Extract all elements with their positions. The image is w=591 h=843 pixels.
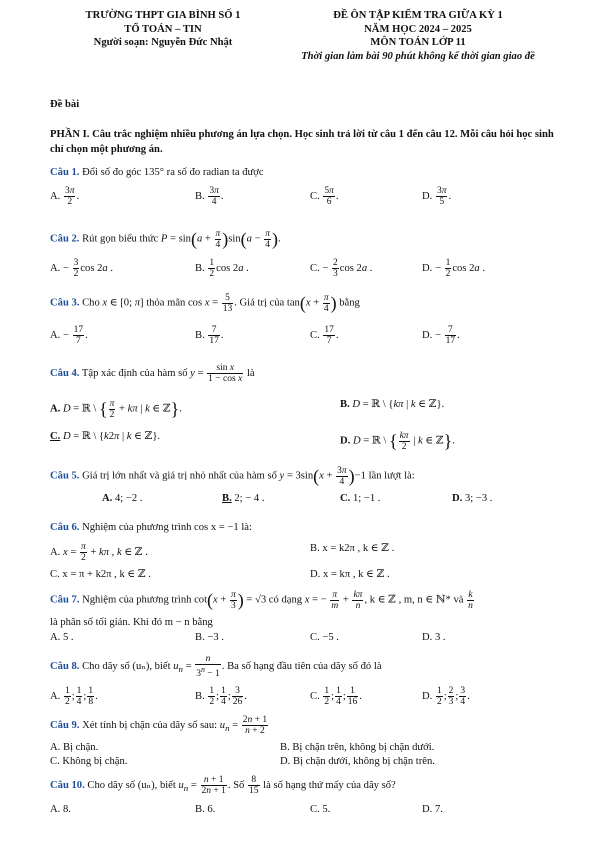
option-d[interactable]: D. Bị chặn dưới, không bị chặn trên. (280, 756, 435, 767)
question-number: Câu 7. (50, 594, 80, 606)
option-b[interactable]: B. $\frac{1}{2}$ cos 2a . (195, 258, 249, 279)
option-d[interactable]: D. − $\frac{1}{2}$ cos 2a . (422, 258, 486, 279)
option-c[interactable]: C. D = ℝ \ {k2π | k ∈ ℤ}. (50, 431, 161, 442)
option-d[interactable]: D. $\frac{1}{2}$ ; $\frac{2}{3}$ ; $\frac{3}{4}$ . (422, 686, 470, 707)
question-9: Câu 9. Xét tính bị chặn của dãy số sau: $u_n$ = $\frac{2n + 1}{n + 2}$ (50, 715, 268, 736)
option-d[interactable]: D. x = kπ , k ∈ ℤ . (310, 569, 390, 580)
question-number: Câu 8. (50, 661, 80, 673)
option-b[interactable]: B. Bị chặn trên, không bị chặn dưới. (280, 742, 435, 753)
exam-header (268, 9, 568, 63)
question-number: Câu 2. (50, 233, 80, 245)
time-note: Thời gian làm bài 90 phút không kể thời gian giao đề (301, 50, 535, 62)
question-7: Câu 7. Nghiệm của phương trình cot(x + $\frac{\pi}{3}$ ) = √3 có dạng x = − $\frac{\pi}{m}$ + $\frac{k\pi}{n}$ , k ∈ ℤ , m, n ∈ ℕ* và $\frac{k}{n}$ (50, 589, 473, 611)
option-a[interactable]: A. Bị chặn. (50, 742, 99, 753)
school-name: TRƯỜNG THPT GIA BÌNH SỐ 1 (85, 10, 241, 21)
question-1 (50, 166, 560, 188)
question-number: Câu 1. (50, 167, 80, 178)
part-one-instructions: PHẦN I. Câu trắc nghiệm nhiều phương án lựa chọn. Học sinh trả lời từ câu 1 đến câu 12. Mỗi câu hỏi học sinh chỉ chọn một phương án. (50, 129, 554, 155)
question-3: Câu 3. Cho x ∈ [0; π] thỏa mãn cos x = $\frac{5}{13}$ . Giá trị của tan(x + $\frac{\pi}{4}$ ) bằng (50, 292, 360, 314)
option-a[interactable]: A. $\frac{1}{2}$ ; $\frac{1}{4}$ ; $\frac{1}{8}$ . (50, 686, 98, 707)
option-b[interactable]: B. 2; − 4 . (222, 493, 265, 504)
option-a[interactable]: A. 8. (50, 804, 71, 815)
question-6 (50, 521, 560, 543)
question-6-options-cd (50, 568, 560, 590)
option-c[interactable]: C. − $\frac{2}{3}$ cos 2a . (310, 258, 373, 279)
question-4: Câu 4. Tập xác định của hàm số y = $\frac{\text{sin x}}{\text{1 − cos x}}$ là (50, 363, 255, 384)
option-b[interactable]: B. $\frac{3\pi}{4}$ . (195, 186, 224, 207)
question-1-options (50, 186, 560, 208)
question-8-options (50, 686, 560, 708)
question-text: Đổi số đo góc 135° ra số đo radian ta được (82, 167, 264, 178)
option-c[interactable]: C. 5. (310, 804, 331, 815)
option-c[interactable]: C. Không bị chặn. (50, 756, 128, 767)
option-a[interactable]: A. x = $\frac{\pi}{2}$ + kπ , k ∈ ℤ . (50, 542, 148, 563)
question-6-options-ab (50, 542, 560, 564)
option-d[interactable]: D. − $\frac{7}{17}$ . (422, 325, 460, 346)
question-number: Câu 3. (50, 297, 80, 309)
question-number: Câu 6. (50, 522, 80, 533)
option-d[interactable]: D. 3; −3 . (452, 493, 493, 504)
option-d[interactable]: D. 7. (422, 804, 443, 815)
question-10-options (50, 803, 560, 825)
question-2: Câu 2. Rút gọn biểu thức P = sin(a + $\frac{\pi}{4}$ )sin(a − $\frac{\pi}{4}$ ). (50, 228, 281, 250)
option-a[interactable]: A. $\frac{3\pi}{2}$ . (50, 186, 80, 207)
option-b[interactable]: B. x = k2π , k ∈ ℤ . (310, 543, 395, 554)
question-5: Câu 5. Giá trị lớn nhất và giá trị nhỏ nhất của hàm số y = 3sin(x + $\frac{3\pi}{4}$ )−1 lần lượt là: (50, 465, 415, 487)
option-c[interactable]: C. 1; −1 . (340, 493, 381, 504)
question-text: Nghiệm của phương trình cos x = −1 là: (82, 522, 252, 533)
option-c[interactable]: C. $\frac{17}{7}$ . (310, 325, 339, 346)
option-b[interactable]: B. −3 . (195, 632, 224, 643)
option-d[interactable]: D. 3 . (422, 632, 446, 643)
question-5-options (50, 492, 560, 514)
question-3-options (50, 325, 560, 347)
question-7-options (50, 631, 560, 653)
author-name: Người soạn: Nguyễn Đức Nhật (93, 37, 233, 48)
question-9-options-cd (50, 755, 560, 777)
section-heading: Đề bài (50, 99, 80, 110)
option-a[interactable]: A. − $\frac{17}{7}$ . (50, 325, 88, 346)
option-c[interactable]: C. −5 . (310, 632, 339, 643)
question-number: Câu 9. (50, 719, 80, 731)
question-text: Rút gọn biểu thức (82, 233, 159, 245)
question-8: Câu 8. Cho dãy số (uₙ), biết $u_n$ = $\frac{n}{3^n - 1}$ . Ba số hạng đầu tiên của dãy số đó là (50, 654, 382, 680)
option-a[interactable]: A. − $\frac{3}{2}$ cos 2a . (50, 258, 114, 279)
option-a[interactable]: A. 5 . (50, 632, 74, 643)
question-7-line-2: là phân số tối giản. Khi đó m − n bằng (50, 617, 213, 628)
question-10: Câu 10. Cho dãy số (uₙ), biết $u_n$ = $\frac{n + 1}{2n + 1}$ . Số $\frac{8}{15}$ là số hạng thứ mấy của dãy số? (50, 775, 396, 796)
question-number: Câu 5. (50, 470, 80, 482)
school-year: NĂM HỌC 2024 – 2025 (364, 23, 472, 35)
question-2-options (50, 258, 560, 280)
question-number: Câu 4. (50, 367, 80, 379)
option-a[interactable]: A. D = ℝ \ { $\frac{\pi}{2}$ + kπ | k ∈ ℤ}. (50, 398, 182, 420)
option-b[interactable]: B. D = ℝ \ {kπ | k ∈ ℤ}. (340, 399, 445, 410)
department-name: TỔ TOÁN – TIN (124, 23, 202, 35)
option-b[interactable]: B. $\frac{7}{17}$ . (195, 325, 224, 346)
option-b[interactable]: B. 6. (195, 804, 216, 815)
exam-title: ĐỀ ÔN TẬP KIỂM TRA GIỮA KỲ 1 (333, 10, 503, 21)
school-header (58, 9, 268, 50)
option-d[interactable]: D. D = ℝ \ { $\frac{k\pi}{2}$ | k ∈ ℤ}. (340, 430, 455, 452)
question-4-options-ab (50, 398, 560, 420)
option-c[interactable]: C. x = π + k2π , k ∈ ℤ . (50, 569, 151, 580)
option-a[interactable]: A. 4; −2 . (102, 493, 143, 504)
question-text: Xét tính bị chặn của dãy số sau: (82, 719, 218, 731)
option-c[interactable]: C. $\frac{1}{2}$ ; $\frac{1}{4}$ ; $\frac{1}{16}$ . (310, 686, 362, 707)
option-d[interactable]: D. $\frac{3\pi}{5}$ . (422, 186, 452, 207)
option-c[interactable]: C. $\frac{5\pi}{6}$ . (310, 186, 339, 207)
subject: MÔN TOÁN LỚP 11 (370, 37, 466, 48)
question-number: Câu 10. (50, 779, 85, 791)
question-4-options-cd (50, 430, 560, 452)
option-b[interactable]: B. $\frac{1}{2}$ ; $\frac{1}{4}$ ; $\frac{3}{26}$ . (195, 686, 247, 707)
